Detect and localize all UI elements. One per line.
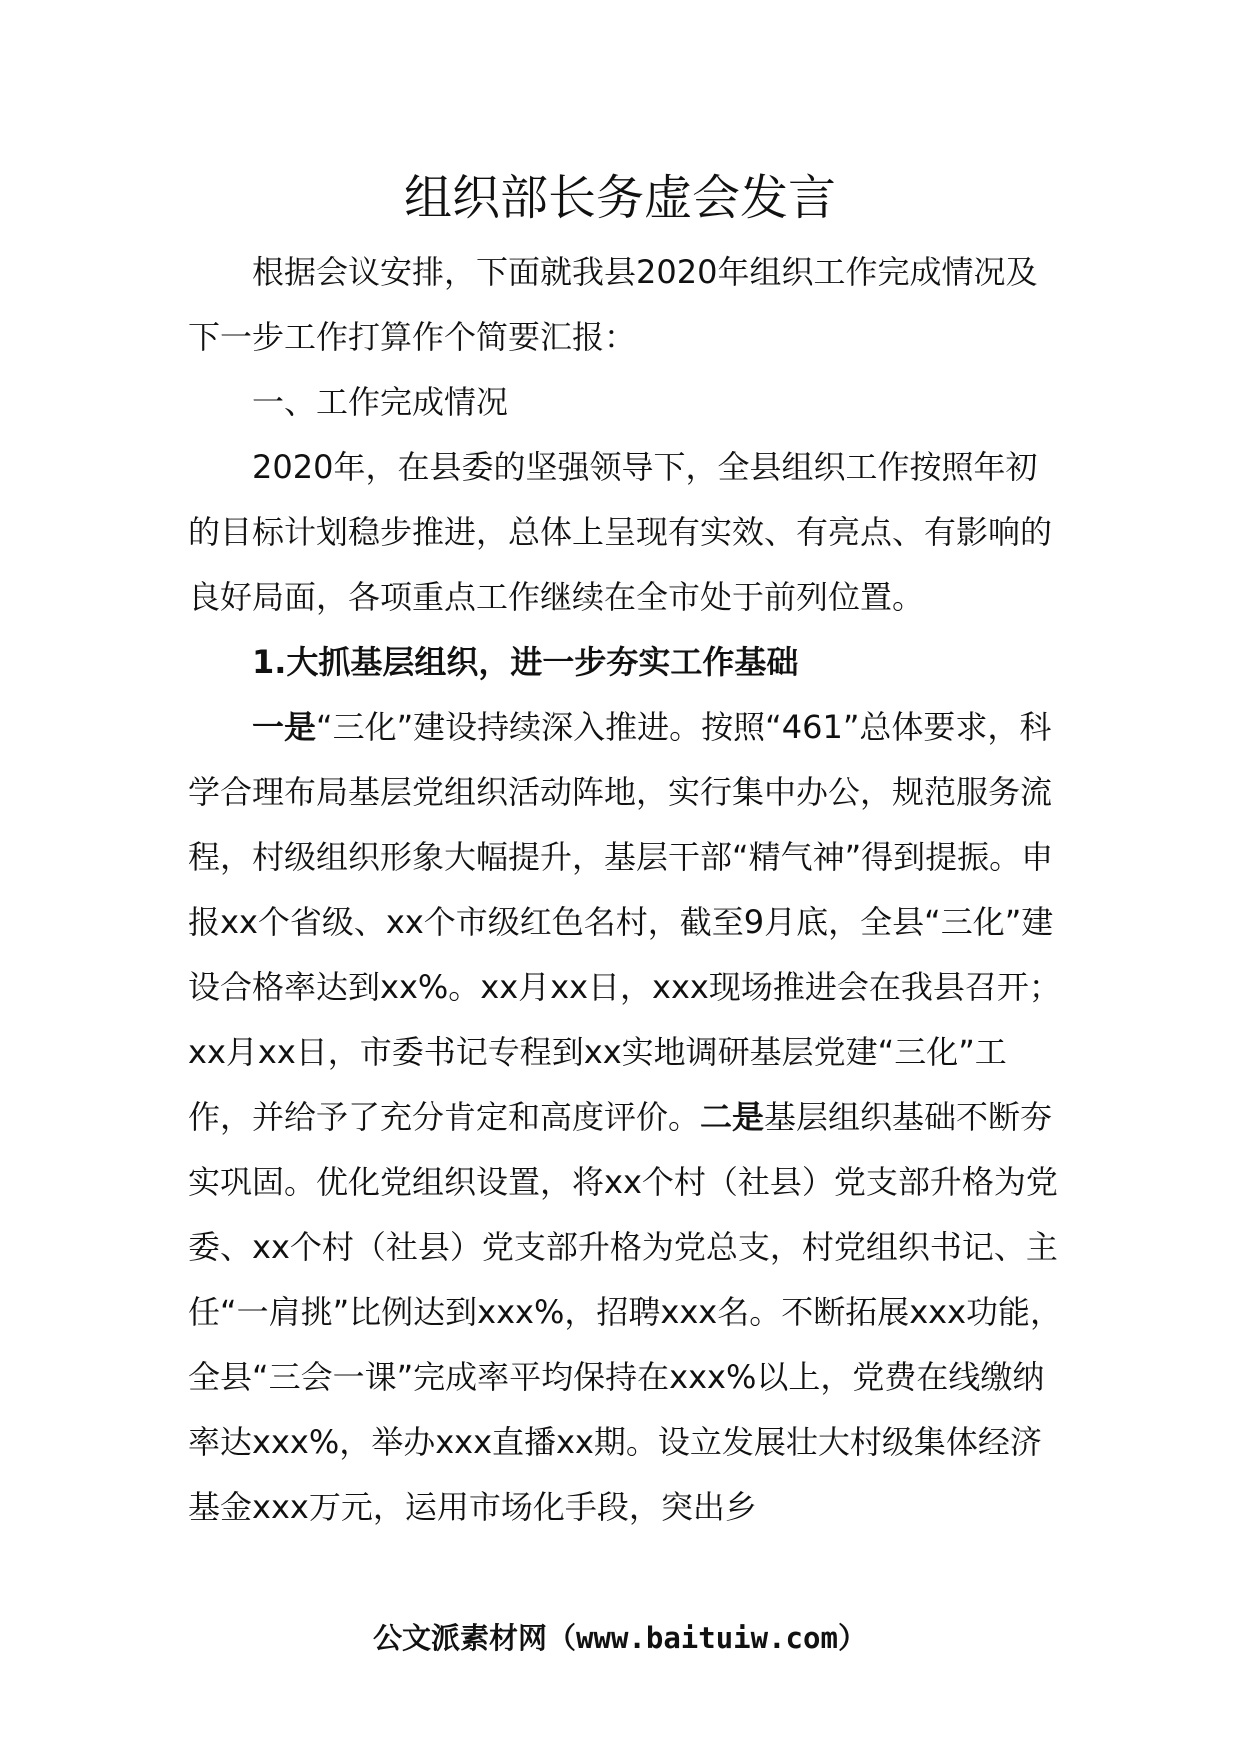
footer-url: （www.baituiw.com）	[547, 1621, 867, 1655]
document-title: 组织部长务虚会发言	[403, 170, 836, 226]
lead-second: 二是	[700, 1098, 765, 1136]
footer-site-name: 公文派素材网	[373, 1621, 548, 1655]
section-heading: 一、工作完成情况	[252, 383, 509, 421]
paragraph-details	[188, 695, 1068, 1540]
intro-paragraph: 根据会议安排，下面就我县2020年组织工作完成情况及下一步工作打算作个简要汇报：	[188, 253, 1038, 356]
subheading: 1.大抓基层组织，进一步夯实工作基础	[252, 643, 799, 681]
lead-first: 一是	[252, 708, 317, 746]
paragraph-overview: 2020年，在县委的坚强领导下，全县组织工作按照年初的目标计划稳步推进，总体上呈现有实效、有亮点、有影响的良好局面，各项重点工作继续在全市处于前列位置。	[188, 448, 1053, 616]
footer-watermark	[0, 1618, 1240, 1658]
document-body	[188, 240, 1068, 1540]
detail-text-second: 基层组织基础不断夯实巩固。优化党组织设置，将xx个村（社县）党支部升格为党委、xx个村（社县）党支部升格为党总支，村党组织书记、主任“一肩挑”比例达到xxx%，招聘xxx名。不断拓展xxx功能，全县“三会一课”完成率平均保持在xxx%以上，党费在线缴纳率达xxx%，举办xxx直播xx期。设立发展壮大村级集体经济基金xxx万元，运用市场化手段，突出乡	[188, 1098, 1063, 1526]
detail-text-first: “三化”建设持续深入推进。按照“461”总体要求，科学合理布局基层党组织活动阵地，实行集中办公，规范服务流程，村级组织形象大幅提升，基层干部“精气神”得到提振。申报xx个省级、xx个市级红色名村，截至9月底，全县“三化”建设合格率达到xx%。xx月xx日，xxx现场推进会在我县召开；xx月xx日，市委书记专程到xx实地调研基层党建“三化”工作，并给予了充分肯定和高度评价。	[188, 708, 1061, 1136]
